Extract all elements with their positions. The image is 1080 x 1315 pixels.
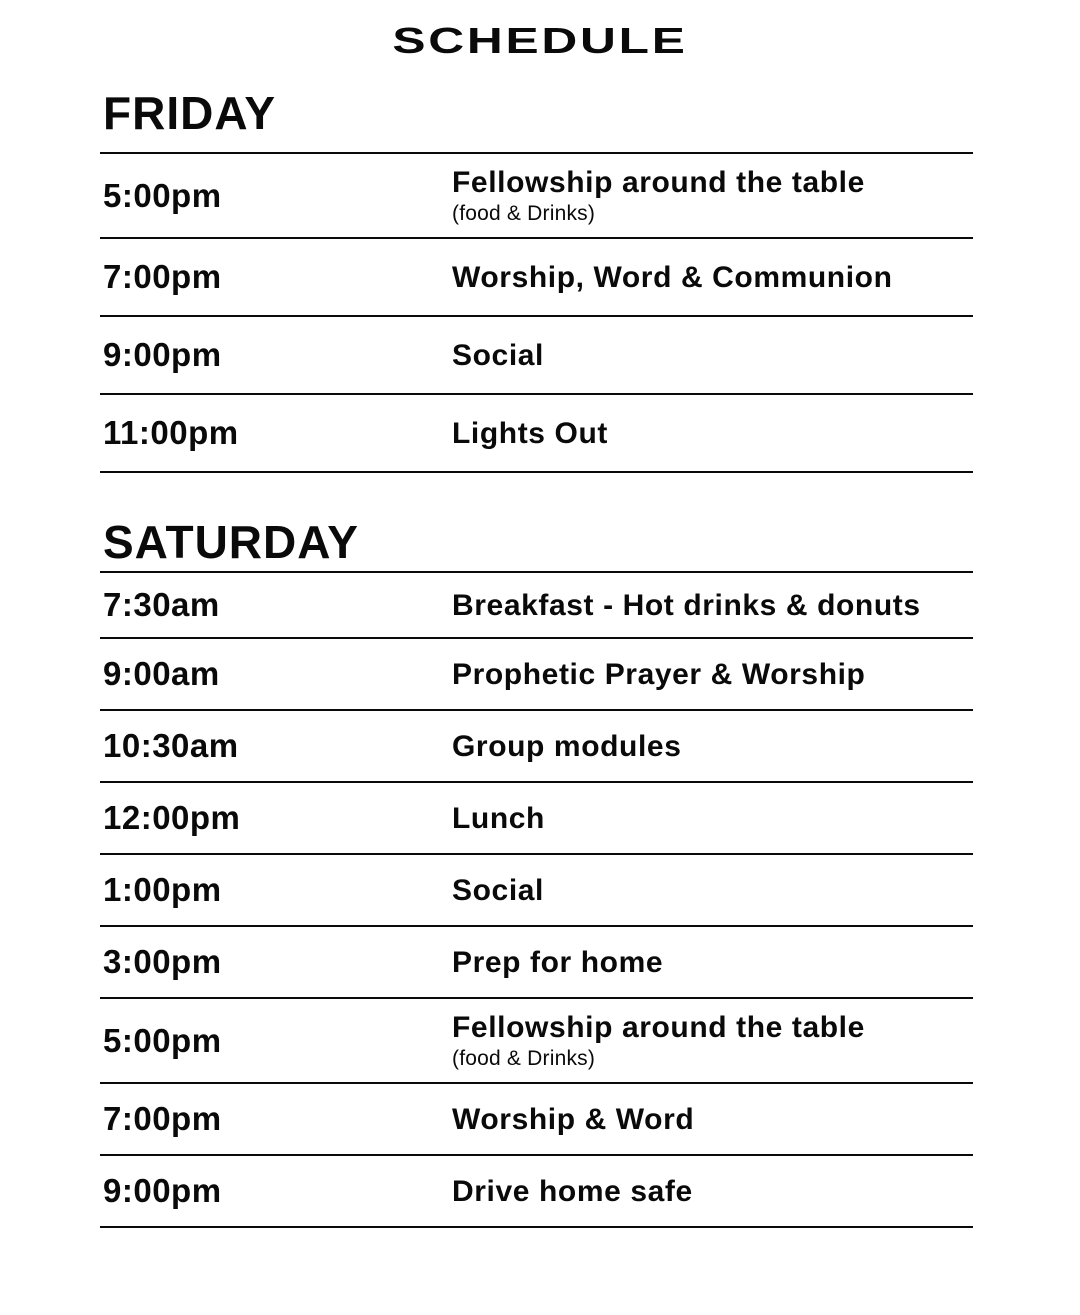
- schedule-row: [100, 711, 973, 783]
- day-name: SATURDAY: [103, 516, 359, 568]
- row-time: 3:00pm: [103, 943, 222, 980]
- day-section-saturday: [0, 516, 1080, 1228]
- schedule-row: [100, 783, 973, 855]
- row-event-cell: [452, 589, 973, 622]
- row-time: 9:00pm: [103, 336, 222, 373]
- row-event-cell: [452, 658, 973, 691]
- row-event-cell: [452, 802, 973, 835]
- day-heading-saturday: [100, 516, 973, 573]
- row-event: Group modules: [452, 729, 682, 763]
- page-title: SCHEDULE: [392, 20, 688, 61]
- schedule-row: [100, 999, 973, 1084]
- schedule-row: [100, 927, 973, 999]
- row-event-cell: [452, 417, 973, 450]
- row-time: 11:00pm: [103, 414, 239, 451]
- row-time: 1:00pm: [103, 871, 222, 908]
- day-heading-friday: [100, 87, 973, 154]
- row-event: Social: [452, 338, 544, 372]
- day-name: FRIDAY: [103, 87, 276, 139]
- row-event: Worship & Word: [452, 1102, 695, 1136]
- row-event-cell: [452, 946, 973, 979]
- row-event: Lights Out: [452, 416, 608, 450]
- row-time: 9:00am: [103, 655, 220, 692]
- page-title-wrap: [0, 0, 1080, 62]
- row-note: (food & Drinks): [452, 1046, 596, 1070]
- schedule-row: [100, 573, 973, 639]
- row-event: Breakfast - Hot drinks & donuts: [452, 588, 921, 622]
- row-event-cell: [452, 1103, 973, 1136]
- schedule-row: [100, 1084, 973, 1156]
- row-event-cell: [452, 261, 973, 294]
- row-note: (food & Drinks): [452, 201, 596, 225]
- schedule-row: [100, 639, 973, 711]
- row-event: Fellowship around the table: [452, 165, 865, 199]
- day-section-friday: [0, 87, 1080, 473]
- row-event: Prep for home: [452, 945, 664, 979]
- row-event-cell: [452, 874, 973, 907]
- row-event: Fellowship around the table: [452, 1010, 865, 1044]
- schedule-row: [100, 395, 973, 473]
- row-event: Drive home safe: [452, 1174, 693, 1208]
- schedule-row: [100, 239, 973, 317]
- row-time: 5:00pm: [103, 176, 222, 214]
- row-event: Social: [452, 873, 544, 907]
- row-time: 9:00pm: [103, 1172, 222, 1209]
- schedule-row: [100, 317, 973, 395]
- schedule-row: [100, 154, 973, 239]
- row-time: 7:30am: [103, 586, 220, 623]
- row-time: 12:00pm: [103, 799, 241, 836]
- row-event-cell: [452, 339, 973, 372]
- row-event: Worship, Word & Communion: [452, 260, 893, 294]
- row-event: Lunch: [452, 801, 545, 835]
- row-event: Prophetic Prayer & Worship: [452, 657, 866, 691]
- row-time: 7:00pm: [103, 258, 222, 295]
- row-event-cell: [452, 1011, 973, 1071]
- schedule-row: [100, 1156, 973, 1228]
- row-event-cell: [452, 1175, 973, 1208]
- row-event-cell: [452, 166, 973, 226]
- schedule-row: [100, 855, 973, 927]
- row-time: 5:00pm: [103, 1021, 222, 1059]
- row-time: 10:30am: [103, 727, 239, 764]
- row-event-cell: [452, 730, 973, 763]
- row-time: 7:00pm: [103, 1100, 222, 1137]
